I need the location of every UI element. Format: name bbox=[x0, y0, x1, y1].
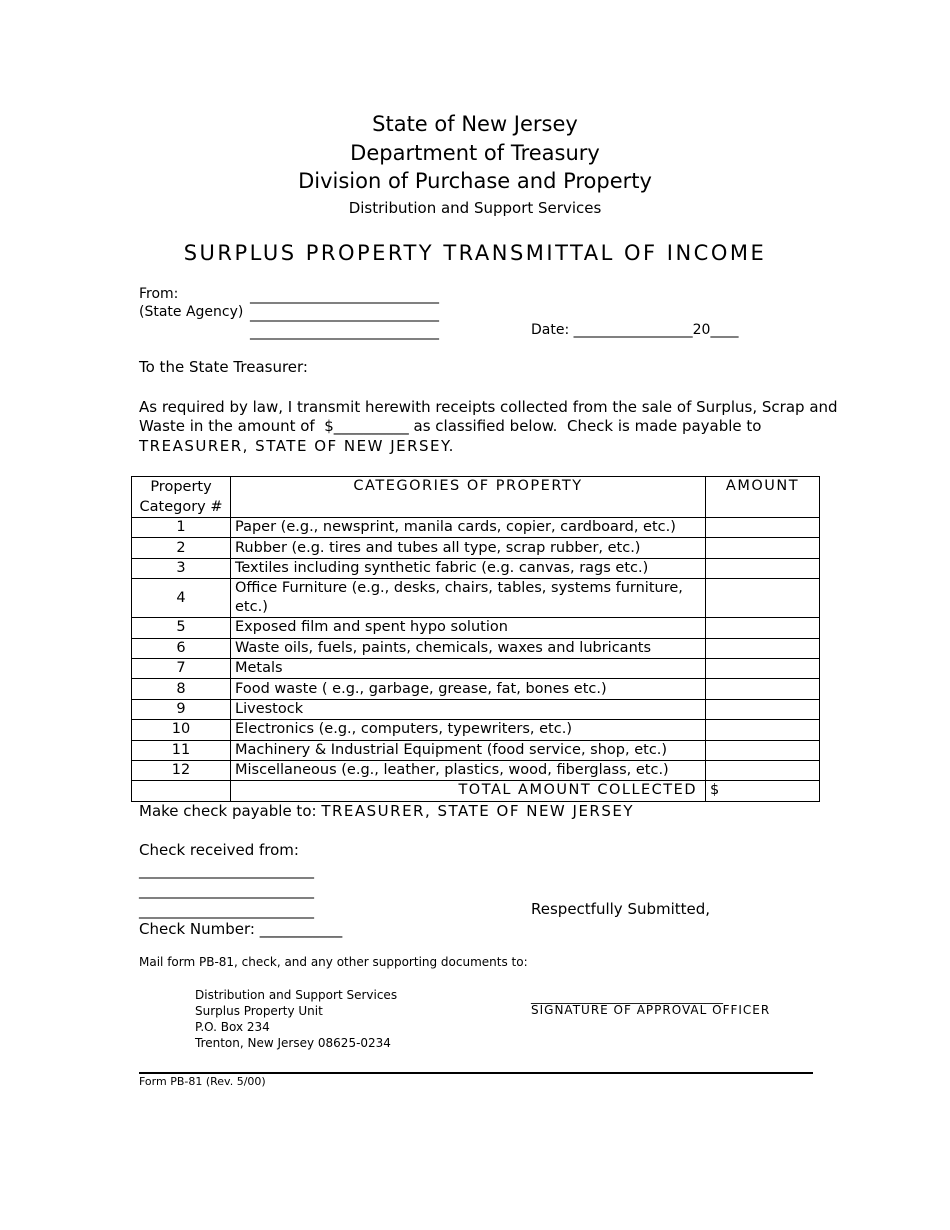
category-number: 11 bbox=[132, 740, 231, 760]
col-amount-header: AMOUNT bbox=[706, 477, 820, 518]
address-line-2: Surplus Property Unit bbox=[195, 1004, 323, 1018]
table-row bbox=[132, 679, 820, 699]
form-number: Form PB-81 (Rev. 5/00) bbox=[139, 1075, 266, 1088]
col-category-header bbox=[132, 477, 231, 518]
table-row bbox=[132, 579, 820, 618]
amount-cell[interactable] bbox=[706, 720, 820, 740]
header-state: State of New Jersey bbox=[372, 112, 578, 136]
address-line-1: Distribution and Support Services bbox=[195, 988, 398, 1002]
amount-cell[interactable] bbox=[706, 658, 820, 678]
category-description: Metals bbox=[231, 658, 706, 678]
category-number: 2 bbox=[132, 538, 231, 558]
table-row bbox=[132, 699, 820, 719]
table-row bbox=[132, 740, 820, 760]
category-description: Livestock bbox=[231, 699, 706, 719]
signature-label: SIGNATURE OF APPROVAL OFFICER bbox=[531, 1003, 771, 1017]
category-number: 3 bbox=[132, 558, 231, 578]
header-service: Distribution and Support Services bbox=[348, 199, 602, 217]
check-number-field[interactable]: Check Number: ___________ bbox=[139, 920, 343, 938]
check-received-label: Check received from: bbox=[139, 841, 299, 859]
check-from-blank-3[interactable]: _________________________ bbox=[139, 903, 314, 919]
body-line-3: TREASURER, STATE OF NEW JERSEY. bbox=[139, 437, 455, 455]
payable-label: Make check payable to: bbox=[139, 802, 322, 820]
category-number: 8 bbox=[132, 679, 231, 699]
check-from-blank-2[interactable]: _________________________ bbox=[139, 883, 314, 899]
amount-cell[interactable] bbox=[706, 699, 820, 719]
total-empty-cell bbox=[132, 781, 231, 801]
from-sublabel: (State Agency) bbox=[139, 304, 244, 320]
footer-divider bbox=[139, 1072, 813, 1074]
category-description: Electronics (e.g., computers, typewriters, etc.) bbox=[231, 720, 706, 740]
amount-cell[interactable] bbox=[706, 740, 820, 760]
agency-blank-1[interactable]: ___________________________ bbox=[250, 288, 439, 304]
category-number: 5 bbox=[132, 618, 231, 638]
category-number: 4 bbox=[132, 579, 231, 618]
category-description: Rubber (e.g. tires and tubes all type, scrap rubber, etc.) bbox=[231, 538, 706, 558]
form-title: SURPLUS PROPERTY TRANSMITTAL OF INCOME bbox=[183, 241, 767, 265]
category-number: 1 bbox=[132, 518, 231, 538]
agency-blank-3[interactable]: ___________________________ bbox=[250, 324, 439, 340]
check-from-blank-1[interactable]: _________________________ bbox=[139, 863, 314, 879]
table-row bbox=[132, 638, 820, 658]
table-row bbox=[132, 720, 820, 740]
payable-payee: TREASURER, STATE OF NEW JERSEY bbox=[321, 802, 635, 820]
category-number: 9 bbox=[132, 699, 231, 719]
table-row bbox=[132, 518, 820, 538]
col-category-header-line-1: Property bbox=[150, 479, 212, 495]
category-description: Miscellaneous (e.g., leather, plastics, wood, fiberglass, etc.) bbox=[231, 760, 706, 780]
category-number: 12 bbox=[132, 760, 231, 780]
total-label: TOTAL AMOUNT COLLECTED bbox=[231, 781, 706, 801]
table-row bbox=[132, 558, 820, 578]
category-description: Exposed film and spent hypo solution bbox=[231, 618, 706, 638]
amount-cell[interactable] bbox=[706, 538, 820, 558]
mail-instruction: Mail form PB-81, check, and any other supporting documents to: bbox=[139, 955, 528, 969]
header-department: Department of Treasury bbox=[350, 141, 600, 165]
amount-cell[interactable] bbox=[706, 679, 820, 699]
category-description: Office Furniture (e.g., desks, chairs, tables, systems furniture, etc.) bbox=[231, 579, 706, 618]
date-field[interactable]: Date: _________________20____ bbox=[531, 322, 739, 338]
body-line-2: Waste in the amount of $__________ as classified below. Check is made payable to bbox=[139, 417, 762, 435]
salutation: To the State Treasurer: bbox=[139, 358, 308, 376]
total-amount-cell[interactable]: $ bbox=[706, 781, 820, 801]
category-number: 10 bbox=[132, 720, 231, 740]
payable-line bbox=[139, 802, 634, 820]
amount-cell[interactable] bbox=[706, 579, 820, 618]
col-categories-header: CATEGORIES OF PROPERTY bbox=[231, 477, 706, 518]
table-row bbox=[132, 618, 820, 638]
amount-cell[interactable] bbox=[706, 638, 820, 658]
header-division: Division of Purchase and Property bbox=[298, 169, 652, 193]
category-description: Food waste ( e.g., garbage, grease, fat, bones etc.) bbox=[231, 679, 706, 699]
table-row bbox=[132, 760, 820, 780]
amount-cell[interactable] bbox=[706, 760, 820, 780]
signature-line[interactable]: ________________________________ bbox=[531, 990, 723, 1004]
table-row bbox=[132, 658, 820, 678]
amount-cell[interactable] bbox=[706, 518, 820, 538]
category-description: Waste oils, fuels, paints, chemicals, waxes and lubricants bbox=[231, 638, 706, 658]
agency-blank-2[interactable]: ___________________________ bbox=[250, 306, 439, 322]
address-line-4: Trenton, New Jersey 08625-0234 bbox=[195, 1036, 391, 1050]
from-label: From: bbox=[139, 286, 179, 302]
category-description: Machinery & Industrial Equipment (food service, shop, etc.) bbox=[231, 740, 706, 760]
total-row bbox=[132, 781, 820, 801]
table-header-row bbox=[132, 477, 820, 518]
category-number: 6 bbox=[132, 638, 231, 658]
col-category-header-line-2: Category # bbox=[139, 499, 223, 515]
category-description: Textiles including synthetic fabric (e.g. canvas, rags etc.) bbox=[231, 558, 706, 578]
category-description: Paper (e.g., newsprint, manila cards, copier, cardboard, etc.) bbox=[231, 518, 706, 538]
respectfully-submitted: Respectfully Submitted, bbox=[531, 900, 711, 918]
address-line-3: P.O. Box 234 bbox=[195, 1020, 270, 1034]
categories-table bbox=[131, 476, 820, 802]
table-row bbox=[132, 538, 820, 558]
category-number: 7 bbox=[132, 658, 231, 678]
body-line-1: As required by law, I transmit herewith receipts collected from the sale of Surplus, Scrap and bbox=[139, 398, 838, 416]
amount-cell[interactable] bbox=[706, 618, 820, 638]
amount-cell[interactable] bbox=[706, 558, 820, 578]
